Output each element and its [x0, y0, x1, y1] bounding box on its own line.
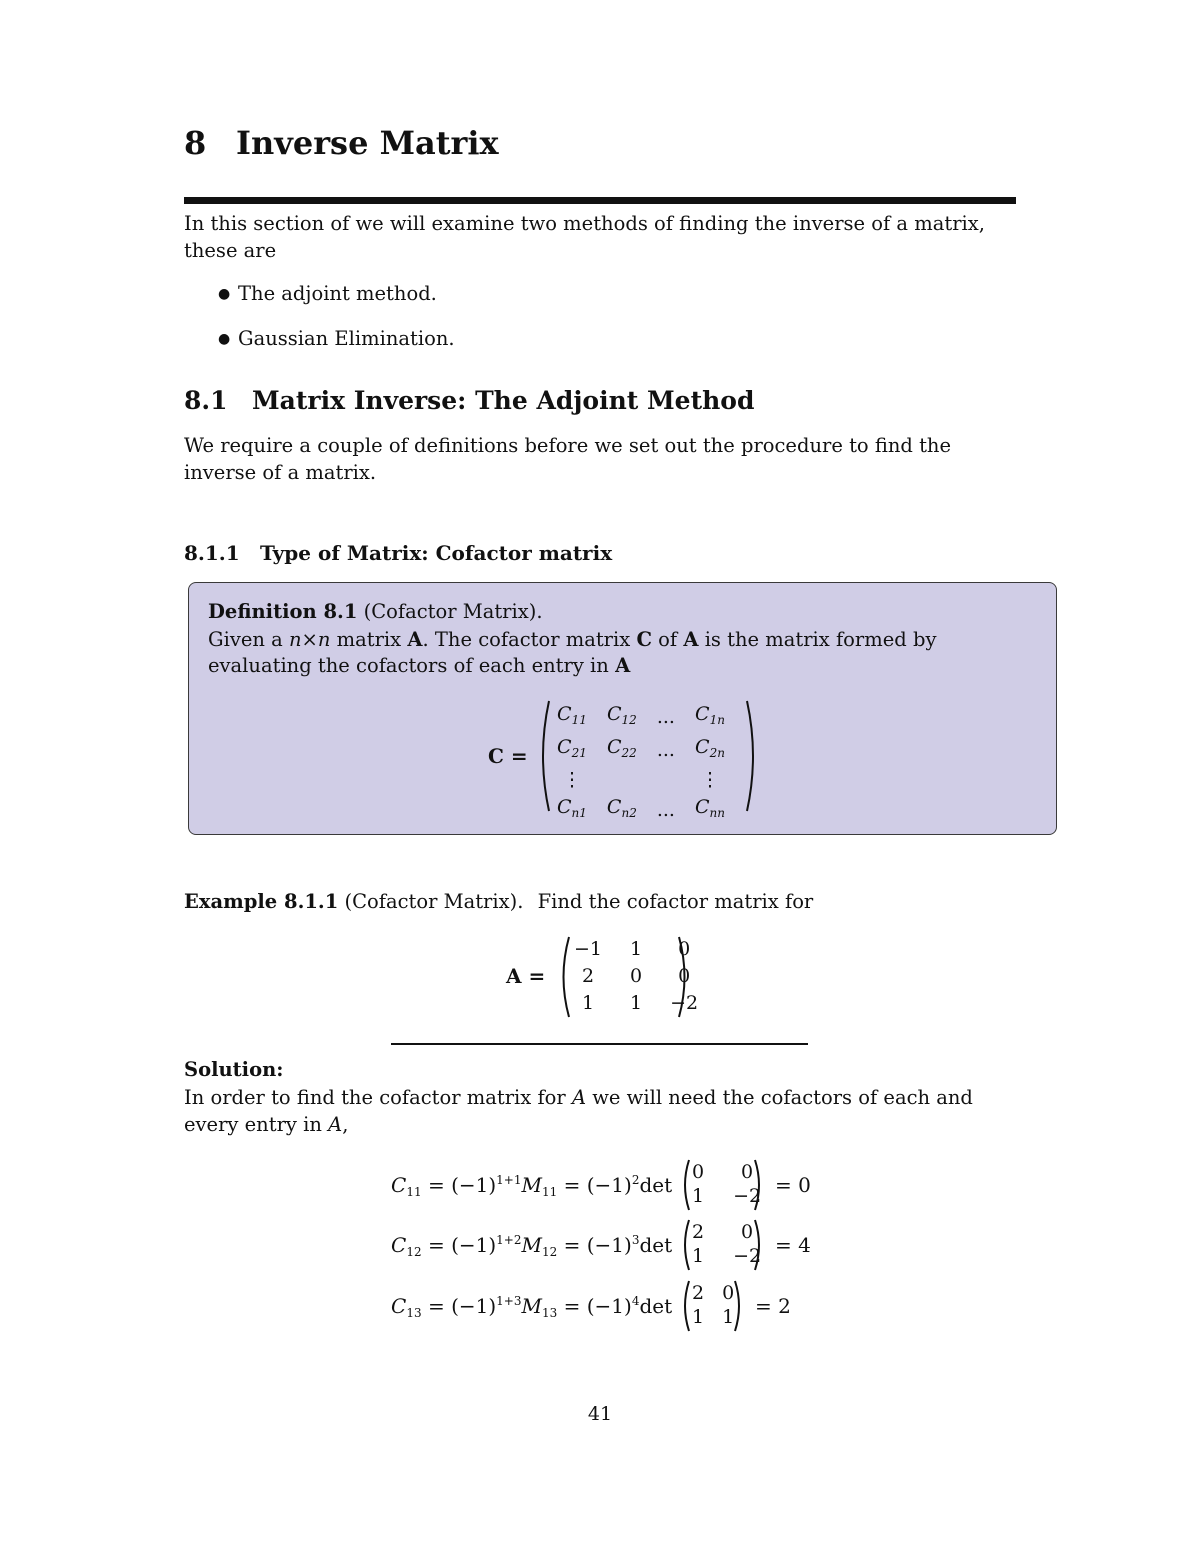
example-lhs-label: A =: [506, 964, 546, 988]
matrix-cell: ⋮: [700, 769, 720, 791]
page-number: 41: [587, 1403, 613, 1425]
example-heading: [184, 890, 813, 913]
det-operator: det: [639, 1173, 673, 1197]
solution-label: Solution:: [184, 1058, 284, 1081]
math-superscript: 4: [631, 1294, 640, 1308]
bullet-icon: ●: [218, 331, 231, 347]
math-superscript: 1+1: [496, 1173, 522, 1187]
definition-label: Definition 8.1: [208, 600, 358, 623]
matrix-cell: 2: [692, 1282, 705, 1304]
math-symbol: A: [571, 1086, 587, 1109]
subsection-title: Type of Matrix: Cofactor matrix: [260, 541, 613, 565]
det-matrix: [679, 1218, 765, 1272]
section-number: 8.1: [184, 386, 228, 415]
definition-text: Given a: [208, 628, 283, 651]
example-rule: [391, 1043, 808, 1045]
math-superscript: 1+2: [496, 1233, 522, 1247]
matrix-cell: 1: [692, 1245, 705, 1267]
matrix-cell: 0: [678, 938, 691, 960]
equation-lhs: $C_{11} = (-1)^{1+1}M_{11} = (-1)^2\det$: [391, 1173, 673, 1199]
matrix-cell: 1: [692, 1185, 705, 1207]
math-symbol: M: [521, 1294, 542, 1318]
math-subscript: 12: [541, 1245, 558, 1259]
math-symbol: C: [391, 1294, 407, 1318]
math-symbol: M: [521, 1233, 542, 1257]
matrix-table: [683, 1281, 743, 1329]
matrix-cell: ...: [656, 706, 675, 728]
det-operator: det: [639, 1233, 673, 1257]
definition-text: . The cofactor matrix: [422, 628, 631, 651]
example-matrix-lhs: [506, 964, 545, 988]
example-matrix: [556, 934, 699, 1020]
matrix-cell: 1: [630, 992, 643, 1014]
math-symbol: ×: [301, 628, 318, 651]
matrix-cell: 1: [722, 1306, 735, 1328]
bullet-item: [218, 327, 455, 350]
definition-body: [208, 627, 1044, 679]
equation-lhs: $C_{12} = (-1)^{1+2}M_{12} = (-1)^3\det$: [391, 1233, 673, 1259]
matrix-cell: −2: [733, 1185, 762, 1207]
definition-text: matrix: [336, 628, 402, 651]
matrix-cell: ...: [656, 739, 675, 761]
matrix-lhs: [488, 744, 528, 768]
math-subscript: 12: [406, 1245, 422, 1259]
bullet-icon: ●: [218, 286, 231, 302]
matrix-cell: −2: [733, 1245, 762, 1267]
matrix-table: [547, 701, 735, 827]
subsection-number: 8.1.1: [184, 541, 240, 565]
heading-rule: [184, 197, 1016, 204]
det-operator: det: [639, 1294, 673, 1318]
matrix-cell: 0: [678, 965, 691, 987]
chapter-number: 8: [184, 124, 207, 162]
equation-result: = 0: [775, 1173, 811, 1197]
cofactor-matrix: [535, 697, 761, 821]
math-symbol: A: [615, 654, 631, 677]
math-symbol: A: [407, 628, 423, 651]
matrix-cell: $C_{2n}$: [695, 736, 725, 760]
matrix-cell: 0: [722, 1282, 735, 1304]
math-symbol: A: [328, 1113, 343, 1136]
matrix-cell: $C_{nn}$: [694, 796, 725, 820]
matrix-table: [683, 1220, 770, 1268]
matrix-cell: $C_{n1}$: [557, 796, 587, 820]
equation-result: = 2: [755, 1294, 791, 1318]
section-title: Matrix Inverse: The Adjoint Method: [252, 386, 755, 415]
intro-paragraph: In this section of we will examine two methods of finding the inverse of a matrix, these are: [184, 212, 985, 262]
definition-name: (Cofactor Matrix).: [363, 600, 543, 623]
math-superscript: 1+3: [496, 1294, 522, 1308]
definition-title: [208, 600, 543, 623]
math-symbol: A: [683, 628, 699, 651]
solution-text: ,: [342, 1113, 349, 1136]
matrix-cell: $C_{11}$: [557, 703, 587, 727]
matrix-cell: 0: [741, 1221, 754, 1243]
math-symbol: n: [288, 628, 302, 651]
math-symbol: n: [317, 628, 331, 651]
subsection-heading: [184, 541, 612, 565]
matrix-cell: −2: [670, 992, 699, 1014]
math-symbol: C: [391, 1233, 407, 1257]
det-matrix: [679, 1279, 745, 1333]
bullet-item: [218, 282, 437, 305]
matrix-cell: ...: [656, 799, 675, 821]
math-subscript: 11: [541, 1185, 558, 1199]
matrix-cell: 0: [630, 965, 643, 987]
math-symbol: C: [636, 628, 652, 651]
matrix-cell: ⋮: [562, 769, 582, 791]
solution-paragraph: [184, 1084, 1020, 1138]
math-superscript: 2: [631, 1173, 640, 1187]
definition-text: is the matrix formed by evaluating the cofactors of each entry in: [208, 628, 937, 677]
math-symbol: M: [521, 1173, 542, 1197]
math-subscript: 13: [541, 1306, 558, 1320]
math-symbol: C: [391, 1173, 407, 1197]
matrix-cell: $C_{12}$: [606, 703, 637, 727]
math-subscript: 13: [406, 1306, 422, 1320]
matrix-cell: 1: [630, 938, 643, 960]
matrix-cell: 2: [692, 1221, 705, 1243]
equation-lhs: $C_{13} = (-1)^{1+3}M_{13} = (-1)^4\det$: [391, 1294, 673, 1320]
example-name: (Cofactor Matrix).: [344, 890, 524, 913]
math-superscript: 3: [631, 1233, 640, 1247]
math-subscript: 11: [406, 1185, 422, 1199]
chapter-heading: [184, 124, 499, 162]
matrix-cell: 1: [581, 992, 595, 1014]
matrix-cell: $C_{n2}$: [606, 796, 637, 820]
solution-text: In order to find the cofactor matrix for: [184, 1086, 566, 1109]
matrix-cell: $C_{21}$: [557, 736, 587, 760]
example-label: Example 8.1.1: [184, 890, 339, 913]
example-text: Find the cofactor matrix for: [537, 890, 814, 913]
matrix-cell: 2: [581, 965, 595, 987]
matrix-table: [683, 1160, 770, 1208]
matrix-cell: 1: [692, 1306, 705, 1328]
det-matrix: [679, 1158, 765, 1212]
matrix-cell: $C_{22}$: [606, 736, 637, 760]
section-paragraph: We require a couple of definitions before we set out the procedure to find the inverse of a matrix.: [184, 434, 952, 484]
matrix-cell: $C_{1n}$: [695, 703, 725, 727]
chapter-title: Inverse Matrix: [236, 124, 499, 162]
section-heading: [184, 386, 754, 415]
matrix-cell: 0: [741, 1161, 754, 1183]
matrix-table: [560, 936, 712, 1017]
definition-text: of: [658, 628, 678, 651]
matrix-cell: 0: [692, 1161, 705, 1183]
equation-result: = 4: [775, 1233, 811, 1257]
matrix-cell: −1: [574, 938, 603, 960]
bullet-text: Gaussian Elimination.: [238, 327, 455, 350]
definition-box: [188, 582, 1057, 835]
solution-text: we will need the cofactors of each and every entry in: [184, 1086, 973, 1136]
matrix-lhs-label: C =: [488, 744, 528, 768]
bullet-text: The adjoint method.: [238, 282, 437, 305]
